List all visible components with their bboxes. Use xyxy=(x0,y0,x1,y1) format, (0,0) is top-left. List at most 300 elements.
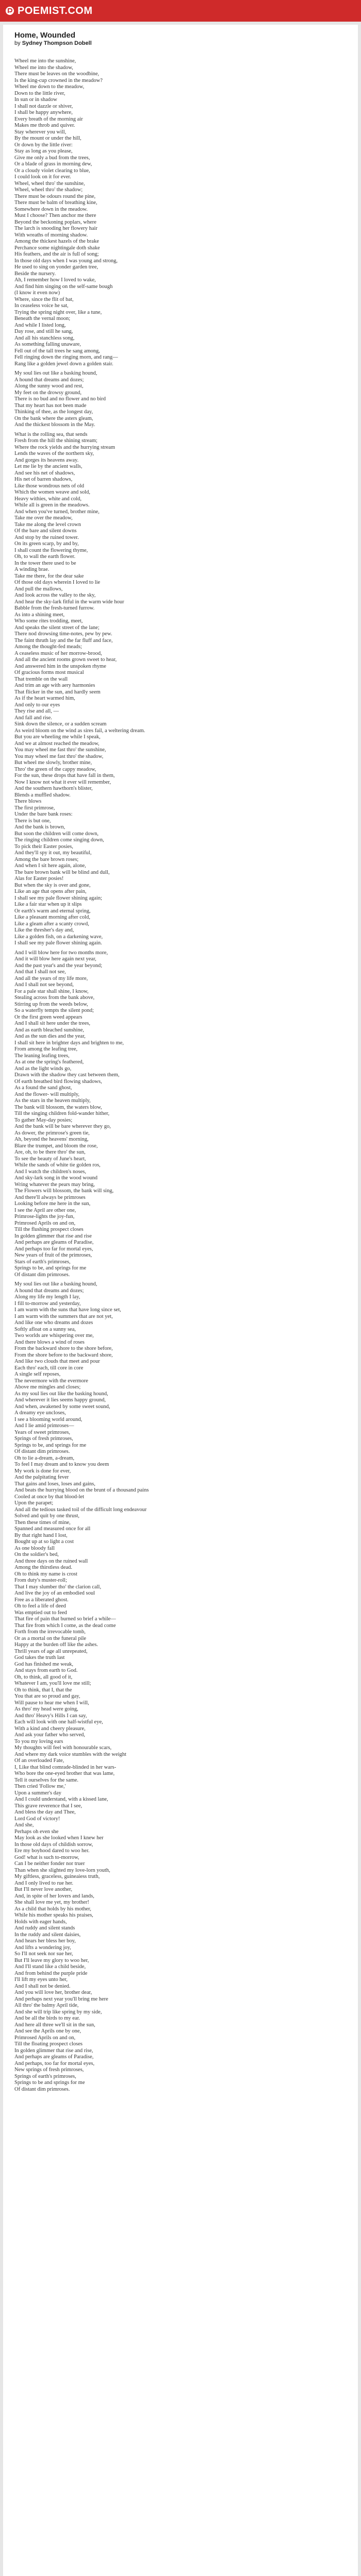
poem-line: Solved and quit by one thrust, xyxy=(14,1513,79,1519)
poem-line: And I shall not see beyond, xyxy=(14,982,74,988)
poem-line: Years of sweet primroses, xyxy=(14,1429,70,1435)
poem-line: God! what is such to-morrow, xyxy=(14,1854,79,1860)
poem-line: Among the thought-fed meads; xyxy=(14,644,82,650)
poem-line: As a found the sand ghost, xyxy=(14,1085,72,1091)
poem-line: And the southern hawthorn's blister, xyxy=(14,786,93,791)
poem-line: As something falling unaware, xyxy=(14,342,81,347)
poem-line: Springs of earth's primroses, xyxy=(14,2073,76,2079)
poem-line: And three days on the ruined wall xyxy=(14,1558,88,1564)
poem-line: Of distant dim primroses. xyxy=(14,1272,70,1278)
poem-line: The first primrose, xyxy=(14,805,55,811)
poem-line: Fell ringing down the ringing morn, and rang— xyxy=(14,354,118,360)
poem-line: From the shore before to the backward shore, xyxy=(14,1352,113,1358)
poem-line: In those old days of childish sorrow, xyxy=(14,1841,93,1848)
poem-line: Beside the nursery. xyxy=(14,270,56,277)
poem-line: Lord God of victory! xyxy=(14,1816,60,1822)
poem-line: Or a blade of grass in morning dew, xyxy=(14,161,92,167)
poem-line: Drawn with the shadow they cast between them, xyxy=(14,1072,120,1078)
poem-line: And I could understand, with a kissed lane, xyxy=(14,1797,108,1802)
poem-line: Like a fair star when up it slips xyxy=(14,902,82,907)
poem-line: Wheel me into the shadow, xyxy=(14,64,73,71)
poem-line: For a pale star shall shine, I know, xyxy=(14,988,89,994)
poem-line: And it will blow here again next year, xyxy=(14,956,96,962)
poem-line: And all the years of my life more, xyxy=(14,975,88,981)
poem-line: Oh, to wall the earth flower. xyxy=(14,554,76,560)
poem-line: Are, oh, to be there thro' the sun, xyxy=(14,1149,86,1155)
poem-line: My soul lies out like a basking hound, xyxy=(14,370,97,376)
poem-line: And only to our eyes xyxy=(14,702,60,708)
poem-line: Thinking of thee, as the longest day, xyxy=(14,409,93,415)
poem-line: And I only lived to rue her. xyxy=(14,1880,74,1886)
poem-line: As into a shining meet, xyxy=(14,612,65,618)
poem-line: And I'll stand like a child beside, xyxy=(14,1964,86,1970)
poem-line: But I'll leave my glory to woo her, xyxy=(14,1957,89,1963)
poem-card xyxy=(3,25,358,2576)
poem-line: And trim an age with aery harmonies xyxy=(14,683,95,688)
poem-line: Trying the spring night over, like a tune, xyxy=(14,309,102,315)
poem-line: And when I sit here again, alone, xyxy=(14,863,86,869)
poem-line: And hear the sky-lark fitful in the warm wide hour xyxy=(14,599,124,605)
poem-line: Ah, I remember how I loved to wake, xyxy=(14,277,96,283)
poem-line: Oh to think my name is crost xyxy=(14,1571,77,1577)
poem-line: And here all three we'll sit in the sun, xyxy=(14,2022,95,2028)
poem-line: That gains and loses, loses and gains, xyxy=(14,1481,95,1487)
poem-line: She shall love me yet, my brother! xyxy=(14,1900,89,1905)
poem-line: Primrosed Aprils on and on, xyxy=(14,1220,76,1226)
poem-line: Free as a liberated ghost. xyxy=(14,1597,69,1603)
poem-line: Stealing across from the bank above, xyxy=(14,995,95,1001)
poem-line: And sky-lark song in the wood wound xyxy=(14,1175,97,1181)
poem-line: Rang like a golden jewel down a golden stair. xyxy=(14,361,113,367)
poem-line: By that right hand I lost, xyxy=(14,1532,68,1538)
poem-line: Babble from the fresh-turned furrow. xyxy=(14,605,95,611)
poem-line: Alas for Easter posies! xyxy=(14,876,64,882)
poem-line: Oh to think, that I, that the xyxy=(14,1687,72,1693)
poem-line: Than when she slighted my love-lorn youth, xyxy=(14,1867,110,1873)
poem-line: Ere my boyhood dared to woo her. xyxy=(14,1848,90,1854)
poem-line: Every breath of the morning air xyxy=(14,116,83,122)
poem-line: As thro' my head were going, xyxy=(14,1706,78,1712)
poem-line: A hound that dreams and dozes; xyxy=(14,377,84,383)
poem-line: And perhaps, too far for mortal eyes, xyxy=(14,2060,95,2066)
poem-line: Like a gleam after a scanty crowd, xyxy=(14,921,89,927)
poem-line: And perhaps too far for mortal eyes, xyxy=(14,1246,93,1252)
poem-line: In those old days when I was young and strong, xyxy=(14,258,118,264)
poem-line: Above me mingles and closes; xyxy=(14,1384,81,1390)
poem-line: And ruddy and silent stands xyxy=(14,1925,75,1931)
poem-line: And she, xyxy=(14,1822,34,1828)
poem-line: Springs of fresh primroses, xyxy=(14,1436,73,1442)
poem-line: And answered him in the unspoken rhyme xyxy=(14,663,106,669)
poem-line: That fire from which I come, as the dead come xyxy=(14,1622,116,1629)
poem-line: Now I know not what it ever will remember, xyxy=(14,779,111,785)
poem-line: And when, awakened by some sweet sound, xyxy=(14,1403,110,1410)
poem-line: And see the Aprils one by one, xyxy=(14,2028,81,2034)
poem-line: The bank will blossom, the waters blow, xyxy=(14,1104,102,1110)
poem-line: In golden glimmer that rise and rise xyxy=(14,1233,92,1239)
poem-line: I see a blooming world around, xyxy=(14,1416,83,1422)
poem-line: Blends a muffled shadow. xyxy=(14,792,71,798)
poem-line: You may wheel me fast thro' the shadow, xyxy=(14,753,104,759)
poem-line: Like a pleasant morning after cold, xyxy=(14,914,90,920)
poem-line: Like the thresher's day and, xyxy=(14,927,74,933)
poem-line: But when the sky is over and gone, xyxy=(14,882,91,888)
poem-line: And from behind the purple pride xyxy=(14,1970,88,1976)
poem-line: Till the flushing prospect closes xyxy=(14,1227,84,1232)
poem-line: As weird bloom on the wind as sires fail, a weltering dream. xyxy=(14,727,145,734)
poem-line: Of distant dim primroses. xyxy=(14,2086,70,2092)
poem-line: Oh, to think, all good of it, xyxy=(14,1674,73,1680)
poem-line: Under the bare bank roses: xyxy=(14,811,73,817)
poem-line: Makes me throb and quiver. xyxy=(14,123,75,128)
poem-line: And pull the mallows, xyxy=(14,586,63,592)
byline-prefix: by xyxy=(14,40,21,46)
poem-line: Down to the little river, xyxy=(14,90,65,96)
poem-line: Will pause to hear me when I will, xyxy=(14,1700,89,1706)
poem-line: You that are so proud and gay, xyxy=(14,1693,80,1699)
poem-line: From the backward shore to the shore before, xyxy=(14,1346,113,1351)
poem-line: Fresh from the hill the shining stream; xyxy=(14,438,97,444)
poem-line: I fill to-morrow and yesterday, xyxy=(14,1300,81,1307)
poem-line: Sink down the silence, or a sudden scream xyxy=(14,721,107,727)
poem-line: Primrose-lights the joy-fun, xyxy=(14,1214,75,1219)
poem-line: And I will blow here for two months more, xyxy=(14,950,108,956)
poem-line: And stop by the ruined tower. xyxy=(14,534,79,540)
poem-line: And see his net of shadows, xyxy=(14,470,75,476)
poem-line: Lends the waves of the northern sky, xyxy=(14,451,94,456)
site-logo-text[interactable]: POEMIST.COM xyxy=(18,5,93,16)
poem-line: While his mother speaks his praises, xyxy=(14,1912,93,1918)
poem-line: Beyond the beckoning poplars, where xyxy=(14,219,96,225)
poem-line: The Flowers will blossom, the bank will sing, xyxy=(14,1188,114,1194)
poem-author[interactable]: Sydney Thompson Dobell xyxy=(22,40,92,46)
poem-line: Of gracious forms most musical xyxy=(14,670,84,675)
poem-line: In ceaseless voice he sat, xyxy=(14,303,69,309)
poem-line: What is the rolling sea, that sends xyxy=(14,431,88,437)
poem-line: And the flower- will multiply, xyxy=(14,1091,79,1097)
poem-line: And perhaps are gleams of Paradise, xyxy=(14,2054,94,2060)
poem-line: From among the leafing tree, xyxy=(14,1046,78,1052)
poem-line: Forth from the irrevocable tomb, xyxy=(14,1629,86,1635)
poem-line: And all his stanchless song, xyxy=(14,335,75,341)
poem-line: New springs of fresh primroses, xyxy=(14,2067,84,2073)
poem-line: Looking before me here in the sun, xyxy=(14,1201,91,1207)
poem-line: Is the king-cup crowned in the meadow? xyxy=(14,77,103,83)
poem-line: That tremble on the wall xyxy=(14,676,68,682)
poem-line: To gather May-day posies; xyxy=(14,1117,73,1123)
poem-line: In sun or in shadow xyxy=(14,97,57,103)
poem-line: And find him singing on the self-same bough xyxy=(14,283,113,290)
poem-line: And all the ancient rooms grown sweet to hear, xyxy=(14,657,117,663)
poem-line: That I may slumber tho' the clarion call, xyxy=(14,1584,102,1590)
poem-line: Wheel me down to the meadow, xyxy=(14,84,85,90)
poem-line: And ask your father who served, xyxy=(14,1732,86,1738)
poem-line: And gorges its heavens away. xyxy=(14,457,79,463)
poem-line: There must be balm of breathing kine, xyxy=(14,200,97,206)
poem-line: There is no bud and no flower and no bird xyxy=(14,396,106,402)
poem-line: Of distant dim primroses. xyxy=(14,1449,70,1454)
poem-line: You may wheel me fast thro' the sunshine, xyxy=(14,747,106,753)
poem-line: May look as she looked when I knew her xyxy=(14,1835,104,1841)
poem-line: And she will trip like spring by my side, xyxy=(14,2009,102,2015)
poem-line: I shall sit here in brighter days and brighten to me, xyxy=(14,1040,124,1046)
poem-line: And stays from earth to God. xyxy=(14,1668,78,1673)
poem-line: And bless the day and Thee, xyxy=(14,1809,76,1815)
poem-line: To pick their Easter posies, xyxy=(14,843,73,850)
poem-line: On the soldier's bed, xyxy=(14,1552,59,1557)
poem-line: (I know it even now) xyxy=(14,290,60,296)
poem-line: Each will look with one half-wistful eye, xyxy=(14,1719,103,1725)
poem-line: A winding brae. xyxy=(14,567,50,572)
poem-line: And like one who dreams and dozes xyxy=(14,1320,93,1326)
poem-line: My feet on the drowsy ground, xyxy=(14,389,82,396)
poem-line: I shall see my pale flower shining again; xyxy=(14,895,102,901)
poem-line: And where my dark voice stumbles with the weight xyxy=(14,1751,126,1757)
poem-line: So a waterfly tempts the silent pond; xyxy=(14,1008,94,1013)
poem-line: And hears her bless her boy, xyxy=(14,1938,76,1944)
poem-line: The leaning leafing trees, xyxy=(14,1053,70,1059)
poem-line: But soon the children will come down, xyxy=(14,831,99,837)
poem-line: Tell it ourselves for the same. xyxy=(14,1777,79,1783)
poem-line: Oh to lie a-dream, a-dream, xyxy=(14,1455,75,1461)
poem-line: As a child that holds by his mother, xyxy=(14,1906,91,1912)
poem-line: I see the April are other one, xyxy=(14,1207,76,1213)
poem-line: Take me along the level crown xyxy=(14,521,81,528)
poem-line: Stay wherever you will, xyxy=(14,129,67,135)
poem-line: And all the tedious tasked toil of the difficult long endeavour xyxy=(14,1506,147,1513)
poem-line: And as the sun dies and the year, xyxy=(14,1033,86,1039)
poem-line: Ah, beyond the heavens' morning, xyxy=(14,1137,89,1142)
poem-line: Bought up at so light a cost xyxy=(14,1539,74,1545)
poem-line: And the bank is brown, xyxy=(14,824,65,830)
poem-line: Must I choose? Then anchor me there xyxy=(14,213,96,218)
poem-line: On the bank where the asters gleam, xyxy=(14,415,93,421)
poem-line: The nevermore with the evermore xyxy=(14,1378,88,1384)
poem-line: And that I shall not see, xyxy=(14,969,66,975)
poem-line: Stars of earth's primroses, xyxy=(14,1259,71,1265)
poem-line: Springs to be and springs for me xyxy=(14,2080,85,2086)
poem-line: That fire of pain that burned so brief a while— xyxy=(14,1616,116,1622)
poem-line: Holds with eager hands, xyxy=(14,1919,67,1925)
poem-line: As the stars in the heaven multiply, xyxy=(14,1098,91,1104)
poem-line: Fell out of the tall trees he sang among, xyxy=(14,348,100,354)
poem-line: There is but one, xyxy=(14,818,51,824)
poem-line: And as the light winds go, xyxy=(14,1065,72,1072)
poem-line: That flicker in the sun, and hardly seem xyxy=(14,689,101,695)
poem-line: And perhaps are gleams of Paradise, xyxy=(14,1240,94,1245)
poem-line: As at one the spring's feathered, xyxy=(14,1059,84,1065)
poem-line: Can I be neither fonder nor truer xyxy=(14,1861,85,1867)
poem-byline xyxy=(14,40,351,47)
poem-line: So I'll not seek nor sue her, xyxy=(14,1951,73,1957)
poem-line: And you will love her, brother dear, xyxy=(14,1990,92,1995)
poem-line: By the mount or under the hill, xyxy=(14,135,81,141)
poemist-logo-icon[interactable] xyxy=(5,6,14,15)
poem-line: My soul lies out like a basking hound, xyxy=(14,1281,97,1287)
poem-line: Springs to be, and springs for me xyxy=(14,1265,87,1271)
poem-line: A dreamy eye uncloses, xyxy=(14,1410,66,1416)
poem-body xyxy=(14,58,351,2093)
poem-line: And I watch the children's noses, xyxy=(14,1168,86,1175)
poem-line: Like a golden fish, on a darkening wave, xyxy=(14,934,103,940)
poem-line: To you my loving ears xyxy=(14,1738,63,1744)
poem-line: The larch is snooding her flowery hair xyxy=(14,226,97,231)
poem-line: My thoughts will feel with honourable scars, xyxy=(14,1745,112,1751)
poem-line: And wherever it lies seems happy ground, xyxy=(14,1397,106,1403)
poem-line: Who bore the one-eyed brother that was lame, xyxy=(14,1771,115,1776)
poem-line: Cooled at once by that blood-let xyxy=(14,1494,85,1500)
poem-line: Let me lie by the ancient walls, xyxy=(14,464,83,469)
poem-line: Somewhere down in the meadow. xyxy=(14,206,88,212)
poem-line: And the bank will be bare wherever they go, xyxy=(14,1124,111,1129)
poem-line: I shall not dazzle or shiver, xyxy=(14,103,73,109)
poem-line: And there'll always be primroses xyxy=(14,1194,86,1200)
poem-line: And as earth bleached sunshine, xyxy=(14,1027,84,1033)
poem-line: And the past year's and the year beyond; xyxy=(14,962,103,969)
poem-line: Take me over the meadow, xyxy=(14,515,73,521)
poem-line: A ceaseless music of her morrow-brood, xyxy=(14,650,102,656)
poem-line: And beats the hurrying blood on the brunt of a thousand pains xyxy=(14,1487,149,1493)
poem-line: I am warm with the suns that have long since set, xyxy=(14,1307,121,1313)
poem-line: Where, since the flit of bat, xyxy=(14,296,74,302)
poem-line: As if the heart warmed him, xyxy=(14,696,75,701)
poem-line: Stirring up from the weeds below, xyxy=(14,1001,88,1007)
poem-line: Thro' the green of the cappy meadow, xyxy=(14,766,96,772)
poem-line: His net of barren shadows, xyxy=(14,477,73,482)
poem-line: And they'll spy it out, my beautiful, xyxy=(14,850,92,856)
poem-line: Among the thickest hazels of the brake xyxy=(14,239,99,244)
poem-line: Among the thirstless dead. xyxy=(14,1565,72,1570)
poem-line: And speaks the silent street of the lane; xyxy=(14,624,100,631)
poem-line: Give me only a bud from the trees, xyxy=(14,155,90,161)
poem-line: A single self reposes, xyxy=(14,1371,61,1377)
poem-line: Blare the trumpet, and bloom the rose, xyxy=(14,1143,98,1149)
poem-line: And like two clouds that meet and pour xyxy=(14,1359,100,1364)
poem-line: The faint thruth lay and the far fluff and face, xyxy=(14,637,113,643)
poem-line: And when you've turned, brother mine, xyxy=(14,509,100,515)
poem-line: From duty's muster-roll; xyxy=(14,1578,68,1583)
poem-line: Of those old days wherein I loved to lie xyxy=(14,580,101,585)
poem-line: Of the bare and silent downs xyxy=(14,528,77,534)
poem-line: For the sun, these drops that have fall in them, xyxy=(14,773,115,778)
poem-line: Beneath the vernal moon; xyxy=(14,316,71,321)
poem-line: He used to sing on yonder garden tree, xyxy=(14,264,99,270)
poem-line: Till the singing children fold-wander hither, xyxy=(14,1111,110,1116)
poem-line: As my soul lies out like the basking hound, xyxy=(14,1391,108,1397)
poem-line: My work is done for ever, xyxy=(14,1468,71,1474)
poem-line: His feathers, and the air is full of song; xyxy=(14,251,99,257)
poem-line: Wring whatever the pears may bring, xyxy=(14,1181,95,1188)
poem-line: Oh to feel a life of deed xyxy=(14,1603,66,1609)
poem-line: Then these times of mine, xyxy=(14,1519,71,1526)
poem-line: To feel I may dream and to know you deem xyxy=(14,1462,109,1467)
poem-line: Whatever I am, you'll love me still; xyxy=(14,1681,91,1686)
poem-line: Heavy withies, white and cold, xyxy=(14,496,82,502)
poem-line: I could look on it for ever. xyxy=(14,174,71,180)
poem-line: With a kind and cheery pleasure, xyxy=(14,1725,86,1732)
poem-line: As dower, the primrose's green tie, xyxy=(14,1130,90,1136)
poem-line: Happy at the burden off like the ashes. xyxy=(14,1642,98,1648)
poem-line: Springs to be, and springs for me xyxy=(14,1442,87,1448)
poem-line: Two worlds are whispering over me, xyxy=(14,1333,94,1338)
poem-line: But I'll never love another, xyxy=(14,1887,72,1892)
poem-line: All thro' the balmy April tide, xyxy=(14,2003,79,2008)
poem-line: Or down by the little river: xyxy=(14,142,73,148)
poem-line: Like an age that opens after pain, xyxy=(14,889,87,894)
poem-line: Thrill years of age all unrepeated, xyxy=(14,1648,88,1654)
poem-line: But wheel me slowly, brother mine, xyxy=(14,760,92,766)
poem-line: While the sands of white tie golden ros, xyxy=(14,1162,101,1168)
poem-line: And I shall sit here under the trees, xyxy=(14,1021,90,1026)
poem-line: Stay as long as you please, xyxy=(14,148,73,154)
poem-line: Perhaps oh even she xyxy=(14,1828,59,1835)
poem-line: I, Like that blind comrade-blinded in her wars- xyxy=(14,1764,117,1770)
poem-line: The bare brown bank will be blind and dull, xyxy=(14,869,110,875)
site-header xyxy=(0,0,361,22)
poem-line: And I shall not be denied. xyxy=(14,1983,71,1989)
poem-line: In the ruddy and silent daisies, xyxy=(14,1931,81,1938)
poem-line: Then cried 'Follow me,' xyxy=(14,1784,66,1789)
poem-line: And thro' Heavy's Hills I can say, xyxy=(14,1713,87,1719)
poem-line: And I lie amid primroses— xyxy=(14,1423,74,1429)
poem-line: A hound that dreams and dozes; xyxy=(14,1287,84,1294)
poem-line: Along the sunny wood and rest, xyxy=(14,383,84,389)
poem-line: My giftless, graceless, guineaiess truth, xyxy=(14,1874,100,1879)
poem-line: And fall and rise. xyxy=(14,715,52,721)
poem-line: There nod drowsing time-notes, pew by pew. xyxy=(14,631,112,637)
poem-line: And we at almost reached the meadow, xyxy=(14,740,100,747)
poem-line: Like those wondrous nets of old xyxy=(14,483,85,489)
poem-line: In the tower there used to be xyxy=(14,560,76,566)
poem-line: There must be odours round the pine, xyxy=(14,193,96,199)
poem-line: That my heart has not been made xyxy=(14,402,87,409)
poem-line: Or earth's warm and eternal spring, xyxy=(14,908,91,914)
poem-line: But you are wheeling me while I speak, xyxy=(14,734,101,740)
poem-line: Take me there, for the dear sake xyxy=(14,573,84,579)
poem-line: In golden glimmer that rise and rise, xyxy=(14,2047,93,2054)
poem-line: There blows xyxy=(14,799,42,804)
poem-line: And while I listed long, xyxy=(14,322,66,328)
poem-line: Perchance some nightingale doth shake xyxy=(14,245,100,251)
poem-line: God has finished me weak, xyxy=(14,1661,74,1667)
poem-line: There must be leaves on the woodbine, xyxy=(14,71,100,77)
poem-line: Primrosed Aprils on and on, xyxy=(14,2035,76,2041)
poem-line: I'll lift my eyes unto her, xyxy=(14,1977,68,1982)
poem-line: Upon a summer's day xyxy=(14,1790,61,1796)
poem-line: And live the joy of an embodied soul xyxy=(14,1590,95,1596)
poem-line: As one bloody fall xyxy=(14,1545,55,1551)
poem-line: I shall count the flowering thyme, xyxy=(14,547,88,553)
poem-line: God takes the truth last xyxy=(14,1655,65,1660)
poem-line: New years of fruit of the primroses, xyxy=(14,1252,92,1258)
poem-line: Which the women weave and sold, xyxy=(14,489,90,495)
poem-line: And be all the birds to my ear. xyxy=(14,2015,80,2021)
poem-line: While all is green in the meadows. xyxy=(14,502,90,508)
poem-line: On its green scarp, by and by, xyxy=(14,541,79,547)
poem-line: Along my life my length I lay, xyxy=(14,1294,80,1300)
poem-line: I shall see my pale flower shining again. xyxy=(14,940,102,946)
poem-line: And the thickest blossom in the May. xyxy=(14,422,95,428)
poem-line: Or as a mortal on the funeral pile xyxy=(14,1635,87,1641)
poem-line: Or a cloudy violet clearing to blue, xyxy=(14,167,90,174)
poem-line: And there blows a wind of roses xyxy=(14,1339,85,1345)
poem-line: This grave reverence that I see, xyxy=(14,1803,83,1809)
poem-line: Who some rites trodding, meet, xyxy=(14,618,83,624)
poem-line: The ringing children come singing down, xyxy=(14,837,104,843)
poem-line: And the palpitating fever xyxy=(14,1475,69,1480)
poem-line: Wheel me into the sunshine, xyxy=(14,58,76,64)
poem-line: They rise and all, — xyxy=(14,708,59,714)
